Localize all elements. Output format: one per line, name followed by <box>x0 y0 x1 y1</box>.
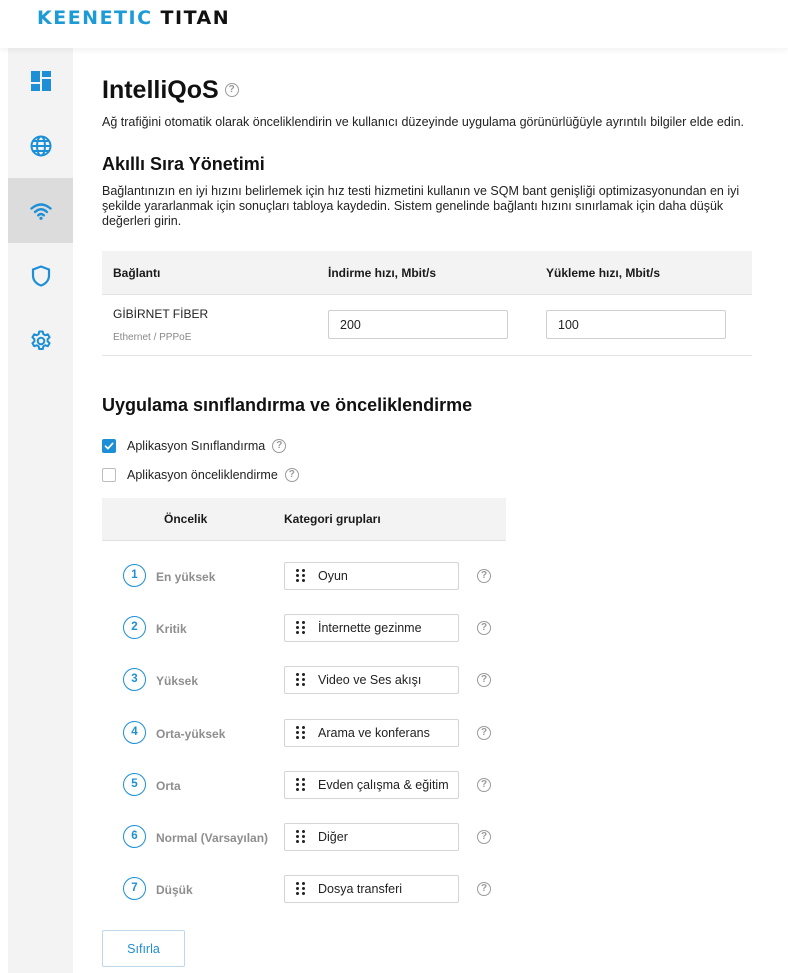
globe-icon <box>29 134 53 158</box>
priority-label: Yüksek <box>156 674 199 688</box>
col-category: Kategori grupları <box>284 512 381 526</box>
priority-number: 3 <box>123 668 146 691</box>
category-drag-item[interactable] <box>284 823 459 851</box>
priority-number: 5 <box>123 773 146 796</box>
top-bar <box>0 0 788 48</box>
drag-handle-icon[interactable] <box>296 830 306 844</box>
table-row <box>102 875 522 903</box>
app-classification-checkbox[interactable] <box>102 439 116 453</box>
priority-label: Düşük <box>156 883 193 897</box>
help-icon[interactable]: ? <box>477 569 491 583</box>
priority-number: 2 <box>123 616 146 639</box>
category-drag-item[interactable] <box>284 771 459 799</box>
col-connection: Bağlantı <box>113 266 161 280</box>
sidebar <box>8 48 73 973</box>
page-title-row <box>102 76 239 105</box>
category-label: Oyun <box>318 569 348 583</box>
table-row <box>102 771 522 799</box>
category-label: Diğer <box>318 830 348 844</box>
help-icon[interactable]: ? <box>477 673 491 687</box>
sidebar-item-wifi[interactable] <box>8 178 73 243</box>
table-row <box>102 719 522 747</box>
sidebar-item-dashboard[interactable] <box>8 48 73 113</box>
priority-label: Kritik <box>156 622 187 636</box>
table-row <box>102 614 522 642</box>
page-title: IntelliQoS <box>102 76 219 104</box>
col-download: İndirme hızı, Mbit/s <box>328 266 437 280</box>
download-speed-input[interactable] <box>328 310 508 339</box>
checkbox-label: Aplikasyon Sınıflandırma <box>127 439 266 453</box>
page-description: Ağ trafiğini otomatik olarak önceliklendirin ve kullanıcı düzeyinde uygulama görünürlüğüyle ayrıntılı bilgiler elde edin. <box>102 115 745 129</box>
col-priority: Öncelik <box>164 512 208 526</box>
category-drag-item[interactable] <box>284 666 459 694</box>
brand-part1: KEENETIC <box>37 7 153 29</box>
help-icon[interactable]: ? <box>477 778 491 792</box>
priority-number: 7 <box>123 877 146 900</box>
connection-name: GİBİRNET FİBER <box>113 307 209 321</box>
wifi-icon <box>29 199 53 223</box>
sidebar-item-internet[interactable] <box>8 113 73 178</box>
brand-logo[interactable] <box>37 7 230 29</box>
help-icon[interactable]: ? <box>285 468 299 482</box>
category-drag-item[interactable] <box>284 562 459 590</box>
check-icon <box>104 441 114 451</box>
reset-button[interactable]: Sıfırla <box>102 930 185 967</box>
drag-handle-icon[interactable] <box>296 621 306 635</box>
brand-part2: TITAN <box>160 7 231 29</box>
category-label: İnternette gezinme <box>318 621 422 635</box>
app-prioritization-checkbox[interactable] <box>102 468 116 482</box>
smart-queue-description: Bağlantınızın en iyi hızını belirlemek için hız testi hizmetini kullanın ve SQM bant genişliği optimizasyonundan en iyi şekilde yararlanmak için sonuçları tabloya kaydedin. Sistem genelinde bağlantı hızını sınırlamak için daha düşük değerleri girin. <box>102 184 740 228</box>
shield-icon <box>29 264 53 288</box>
drag-handle-icon[interactable] <box>296 882 306 896</box>
table-row <box>102 295 752 356</box>
drag-handle-icon[interactable] <box>296 778 306 792</box>
sidebar-item-security[interactable] <box>8 243 73 308</box>
dashboard-icon <box>29 69 53 93</box>
help-icon[interactable]: ? <box>272 439 286 453</box>
app-classification-checkbox-row[interactable] <box>102 438 286 454</box>
help-icon[interactable]: ? <box>477 882 491 896</box>
table-row <box>102 562 522 590</box>
priority-number: 1 <box>123 564 146 587</box>
category-drag-item[interactable] <box>284 875 459 903</box>
table-row <box>102 666 522 694</box>
sidebar-item-settings[interactable] <box>8 308 73 373</box>
help-icon[interactable]: ? <box>477 726 491 740</box>
col-upload: Yükleme hızı, Mbit/s <box>546 266 661 280</box>
priority-table-header <box>102 498 506 541</box>
category-label: Evden çalışma & eğitim <box>318 778 449 792</box>
app-classification-title: Uygulama sınıflandırma ve önceliklendirme <box>102 395 473 415</box>
priority-number: 4 <box>123 721 146 744</box>
category-drag-item[interactable] <box>284 614 459 642</box>
priority-label: Orta-yüksek <box>156 727 226 741</box>
help-icon[interactable]: ? <box>477 830 491 844</box>
priority-number: 6 <box>123 825 146 848</box>
priority-label: Normal (Varsayılan) <box>156 831 269 845</box>
help-icon[interactable]: ? <box>225 83 239 97</box>
connection-type: Ethernet / PPPoE <box>113 332 192 343</box>
connection-table-header <box>102 251 752 295</box>
checkbox-label: Aplikasyon önceliklendirme <box>127 468 278 482</box>
category-label: Dosya transferi <box>318 882 403 896</box>
priority-label: En yüksek <box>156 570 216 584</box>
app-prioritization-checkbox-row[interactable] <box>102 467 299 483</box>
drag-handle-icon[interactable] <box>296 726 306 740</box>
category-label: Video ve Ses akışı <box>318 673 422 687</box>
category-label: Arama ve konferans <box>318 726 430 740</box>
upload-speed-input[interactable] <box>546 310 726 339</box>
drag-handle-icon[interactable] <box>296 569 306 583</box>
table-row <box>102 823 522 851</box>
smart-queue-title: Akıllı Sıra Yönetimi <box>102 154 265 174</box>
category-drag-item[interactable] <box>284 719 459 747</box>
gear-icon <box>29 329 53 353</box>
drag-handle-icon[interactable] <box>296 673 306 687</box>
priority-label: Orta <box>156 779 181 793</box>
help-icon[interactable]: ? <box>477 621 491 635</box>
